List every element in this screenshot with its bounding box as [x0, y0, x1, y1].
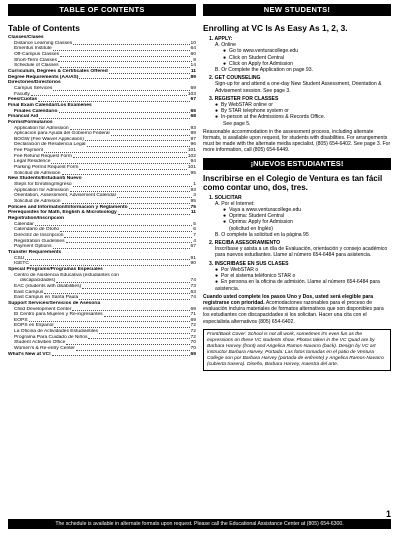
toc-entry-text: Distance Learning Classes	[14, 40, 73, 46]
toc-entry-text: Parking Permit Request Form	[14, 165, 79, 171]
dot-leader	[70, 191, 190, 192]
toc-entry-text: New Students/Estudianti Nuevo	[8, 176, 82, 182]
toc-entry-text: Steps for Enrolling/Ingreso	[14, 182, 72, 188]
sp-step-register-bullet: ● Por el sistema teléfonico STAR o	[215, 273, 296, 280]
dot-leader	[118, 214, 190, 215]
website-link[interactable]: Vaya a www.venturacollege.edu	[229, 207, 302, 214]
toc-entry-page: 97	[190, 136, 196, 142]
bullet-icon: ●	[223, 60, 227, 67]
toc-entry-page: 91	[190, 255, 196, 261]
toc-entry-text: CSU	[14, 255, 25, 261]
toc-entry-page: 71	[190, 312, 196, 318]
new-students-header-bar: NEW STUDENTS!	[203, 4, 391, 16]
toc-entry-text: Finales Calendario	[14, 108, 58, 114]
bullet-icon: ●	[215, 102, 219, 109]
dot-leader	[64, 237, 192, 238]
toc-entry-page: 9	[193, 57, 196, 63]
toc-entry-page: 1	[193, 182, 196, 188]
toc-column	[8, 20, 196, 357]
step-apply-bullet: ● Click on Apply for Admission	[223, 60, 293, 67]
toc-entry-page: 73	[190, 283, 196, 289]
bullet-icon: ●	[223, 213, 227, 220]
toc-entry-text: Payment Options	[14, 244, 52, 250]
toc-entry-text: Student Activities Office	[14, 340, 66, 346]
step-apply-online: A. Online	[215, 42, 236, 49]
spanish-priority-note: Cuando usted complete los pasos Uno y Dos, usted será elegible para registrarse con prioridad. Acomodaciones razonables para el proceso de evaluación incluira materiales de formatos alternativos que son disponibles para los estudiantes con discapacidades si los solicitan. Hacer una cita con el especialista alternativos (805) 654-6402.	[203, 293, 384, 325]
toc-entry-text: EOPS	[14, 317, 28, 323]
toc-entry-text: Calendar	[14, 221, 34, 227]
toc-entry-text: Emeritus Institute	[14, 46, 52, 52]
dot-leader	[73, 44, 189, 45]
dot-leader	[53, 90, 189, 91]
toc-entry-page: 7	[193, 232, 196, 238]
spanish-steps	[203, 195, 391, 292]
dot-leader	[66, 344, 189, 345]
bullet-icon: ●	[223, 54, 227, 61]
spanish-banner: ¡NUEVOS ESTUDIANTES!	[203, 158, 391, 170]
toc-entry-text: Faculty	[14, 91, 30, 97]
toc-entry-page: 69	[190, 306, 196, 312]
toc-entry-page: 67	[190, 97, 196, 103]
toc-entry-page: 94	[190, 159, 196, 165]
sp-step-apply-online: A. Por el Internet:	[215, 200, 255, 207]
toc-entry-text: Child Development Center	[14, 306, 72, 312]
dot-leader	[60, 231, 192, 232]
enroll-steps	[203, 36, 391, 127]
toc-entry-text: Declaracion de Residencia Legal	[14, 142, 86, 148]
toc-entry-page: 93	[190, 187, 196, 193]
toc-entry-page: 96	[190, 142, 196, 148]
bullet-icon: ●	[215, 273, 219, 280]
toc-entry-text: Fee Payment	[14, 148, 44, 154]
toc-entry-text: Women's & Re-entry Center	[14, 346, 75, 352]
toc-entry-text: Special Programs/Programas Especiales	[8, 266, 103, 272]
toc-entry-text: discapacidades)	[20, 278, 56, 284]
toc-entry-page: 11	[190, 210, 196, 216]
bullet-icon: ●	[223, 219, 227, 226]
toc-entry-text: Orientation, Assessment, Advisement Calendar	[14, 193, 117, 199]
toc-entry-page: 72	[190, 329, 196, 335]
dot-leader	[60, 67, 190, 68]
enroll-column	[203, 20, 391, 371]
toc-entry-page: 69	[190, 85, 196, 91]
dot-leader	[25, 259, 189, 260]
toc-entry-page: 70	[190, 346, 196, 352]
toc-entry-page: 74	[190, 295, 196, 301]
alternate-formats-footer: The schedule is available in alternate formats upon request. Please call the Educational Assistance Center at (805) 654-6300.	[8, 519, 391, 529]
dot-leader	[76, 350, 190, 351]
toc-entry-page: 101	[187, 165, 196, 171]
toc-entry-page: 74	[190, 278, 196, 284]
toc-entry-page: 95	[190, 199, 196, 205]
dot-leader	[35, 225, 192, 226]
dot-leader	[79, 299, 189, 300]
page-number: 1	[385, 509, 391, 519]
step-register-bullet: ● By STAR telephone system or	[215, 108, 289, 115]
toc-entry-text: Calendario de Otoño	[14, 227, 60, 233]
toc-entry-text: Registration Guidelines	[14, 238, 65, 244]
dot-leader	[70, 129, 190, 130]
dot-leader	[73, 186, 193, 187]
toc-entry-page: 14	[190, 63, 196, 69]
toc-entry-text: Aplicacion para Ayuda del Gobierno Federal	[14, 131, 110, 137]
toc-entry-text: El Centro para Mujeres y Re-ingresantes	[14, 312, 103, 318]
dot-leader	[87, 146, 190, 147]
toc-entry-page: 10	[190, 40, 196, 46]
toc-entry-page: 60	[190, 51, 196, 57]
step-apply-title: 1. APPLY:	[209, 36, 233, 42]
toc-entry-text: What's New at VC!	[8, 351, 51, 357]
sp-step-apply-bullet: ● Oprima: Apply for Admission	[223, 219, 293, 226]
step-register-bullet: ● By WebSTAR online or	[215, 102, 273, 109]
step-register-bullet: ● In-person at the Admissions & Records Office.	[215, 114, 326, 121]
dot-leader	[62, 174, 190, 175]
sp-step-apply-bullet: ● Oprima: Student Central	[223, 213, 284, 220]
toc-entry-page: 67	[190, 244, 196, 250]
toc-entry-page: 64	[190, 46, 196, 52]
toc-entry-page: 103	[187, 91, 196, 97]
toc-entry-page: 68	[190, 114, 196, 120]
toc-entry-text: Programa Para Cuidado de Niños	[14, 334, 88, 340]
toc-entry-text: Policies and Information/Informacion y Reglamento	[8, 204, 128, 210]
dot-leader	[66, 242, 193, 243]
dot-leader	[104, 316, 190, 317]
dot-leader	[79, 169, 186, 170]
dot-leader	[29, 321, 190, 322]
sp-step-apply-paper: B. O complete la solicitud en la página 95	[215, 231, 309, 238]
toc-entry-text: Campus Services	[14, 85, 53, 91]
enroll-title: Enrolling at VC Is As Easy As 1, 2, 3.	[203, 23, 348, 33]
toc-entry-page: 69	[190, 351, 196, 357]
toc-entry-text: Legal Residence	[14, 159, 51, 165]
bullet-icon: ●	[215, 279, 219, 286]
toc-entry-text: Fee Refund Request Form	[14, 153, 72, 159]
dot-leader	[52, 355, 190, 356]
dot-leader	[88, 338, 189, 339]
sp-step-counseling-text: Inscríbase y asista a un día de Evaluación, orientación y consejo académico para nuevos estudiantes. Llame al número 654-6484 para asistencia.	[215, 246, 388, 259]
step-register-see: See page 5.	[223, 120, 251, 127]
toc-entry-page: 101	[187, 148, 196, 154]
toc-entry-page: 11	[190, 68, 196, 74]
dot-leader	[53, 248, 190, 249]
dot-leader	[60, 56, 190, 57]
toc-entry-text: Directriz de Inscripcion	[14, 232, 64, 238]
step-apply-bullet: ● Click on Student Central	[223, 54, 284, 61]
sp-step-register-bullet: ● En persona en la oficina de admisión. Llame al número 654-6484 para asistencia.	[215, 279, 380, 292]
toc-entry-page: 5	[193, 221, 196, 227]
sp-step-apply-note: (solicitud en Inglés)	[229, 225, 273, 232]
toc-entry-text: La Oficina de Actividades Estudiantiles	[14, 329, 99, 335]
toc-entry-text: East Campus	[14, 289, 44, 295]
dot-leader	[82, 288, 189, 289]
toc-entry-text: Financial Aid	[8, 114, 39, 120]
toc-entry-text: Fees/Cuotas	[8, 97, 38, 103]
toc-entry-page: 65	[190, 108, 196, 114]
dot-leader	[44, 293, 189, 294]
toc-entry-text: EOPS en Espanol	[14, 323, 54, 329]
dot-leader	[111, 135, 190, 136]
bullet-icon: ●	[215, 108, 219, 115]
dot-leader	[38, 101, 189, 102]
toc-title: Table of Contents	[8, 23, 80, 33]
toc-entry-page: 89	[190, 74, 196, 80]
toc-entry-page: 90	[190, 261, 196, 267]
step-counseling-text: Sign-up for and attend a one-day New Student Assessment, Orientation & Advisement session. See page 3.	[215, 81, 382, 94]
toc-entry-text: IGETC	[14, 261, 29, 267]
dot-leader	[79, 78, 189, 79]
toc-entry-page: 6	[193, 227, 196, 233]
toc-entry-page: 63	[190, 289, 196, 295]
toc-entry-text: Directories/Directorios	[8, 80, 61, 86]
toc-entry-page: 3	[193, 193, 196, 199]
step-counseling-title: 2. GET COUNSELING	[209, 75, 261, 82]
toc-entry-text: Application for Admission	[14, 125, 69, 131]
sp-step-register-title: 3. INSCRIBASE EN SUS CLASES	[209, 260, 289, 267]
bullet-icon: ●	[215, 114, 219, 121]
toc-entry-page: 93	[190, 125, 196, 131]
toc-entry-text: Final Exam Calendar/Los Examenes	[8, 102, 92, 108]
dot-leader	[39, 118, 189, 119]
toc-entry-text: Registration/Inscripcion	[8, 216, 64, 221]
bullet-icon: ●	[223, 48, 227, 55]
toc-entry-page: 72	[190, 334, 196, 340]
sp-step-counseling-title: 2. RECIBA ASESORAMIENTO	[209, 240, 281, 247]
toc-entry-text: Forms/Formularios	[8, 119, 53, 125]
website-link[interactable]: Go to www.venturacollege.edu	[229, 48, 299, 55]
toc-entry-text: Solicitud de Admision	[14, 199, 61, 205]
step-register-title: 3. REGISTER FOR CLASSES	[209, 95, 279, 102]
toc-entry-text: Curriculum, Degrees & Certificates Offered	[8, 68, 108, 74]
toc-entry[interactable]	[8, 352, 196, 358]
toc-entry-page: 72	[190, 323, 196, 329]
sp-step-apply-title: 1. SOLICITAR	[209, 194, 242, 201]
toc-entry-page: 95	[190, 170, 196, 176]
toc-entry-text: EAC (students with disabilities)	[14, 283, 82, 289]
spanish-title: Inscribirse en el Colegio de Ventura es tan fácil como contar uno, dos, tres.	[203, 173, 383, 193]
dot-leader	[85, 140, 190, 141]
dot-leader	[54, 327, 189, 328]
toc-entry-page: 70	[190, 340, 196, 346]
dot-leader	[72, 310, 189, 311]
toc-entry-page: 75	[190, 204, 196, 210]
toc-entry-page: 4	[193, 238, 196, 244]
dot-leader	[58, 61, 192, 62]
dot-leader	[99, 333, 190, 334]
toc-entry-text: Off-Campus Classes	[14, 51, 60, 57]
toc-entry-text: Support Services/Servicios de Asesoria	[8, 300, 101, 306]
toc-entry-page: 89	[190, 131, 196, 137]
dot-leader	[59, 112, 190, 113]
dot-leader	[117, 197, 192, 198]
toc-entry-text: East Campus en Santa Paula	[14, 295, 79, 301]
bullet-icon: ●	[223, 207, 227, 214]
toc-header-bar: TABLE OF CONTENTS	[8, 4, 196, 16]
dot-leader	[109, 73, 190, 74]
toc-entry-text: Centro de Asistencia Educativa (estudiantes con	[14, 272, 119, 278]
sp-step-register-bullet: ● Por WebSTAR o	[215, 266, 259, 273]
dot-leader	[51, 163, 189, 164]
dot-leader	[44, 152, 187, 153]
toc-entry-text: Solicitud de Admision	[14, 170, 61, 176]
dot-leader	[129, 208, 190, 209]
toc-entry-text: Schedule of Classes	[14, 63, 59, 69]
dot-leader	[30, 265, 190, 266]
toc-entry-text: Application for Admission	[14, 187, 69, 193]
dot-leader	[73, 157, 187, 158]
bullet-icon: ●	[215, 266, 219, 273]
dot-leader	[31, 95, 187, 96]
toc-entry-text: Transfer Requirements	[8, 249, 62, 255]
toc-entry-text: Degree Requirements (AA/AS)	[8, 74, 79, 80]
toc-entry-text: BOGW (Fee Waiver Application)	[14, 136, 84, 142]
toc-list	[8, 35, 196, 357]
dot-leader	[62, 203, 190, 204]
toc-entry-text: Prerequisites for Math, English & Microbiology	[8, 210, 117, 216]
dot-leader	[56, 282, 189, 283]
dot-leader	[53, 50, 190, 51]
toc-entry-page: 102	[187, 153, 196, 159]
cover-credits-box: Front/Back Cover: School is not all work, sometimes it's even fun as the expressions on these VC students show. Photos taken in the VC Quad are by Barbara Harvey (front) and Angelica Ramos-Navarro (back). Design by VC art instructor Barbara Harvey. Portada: Las fotos tomadas en el patio de Ventura College son por Barbara Harvey (portada de enfrente) y Angelica Ramos-Navarro (cubierta trasera). Diseño, Barbara Harvey, maestra del arte.	[203, 329, 391, 371]
accommodation-note: Reasonable accommodation in the assessment process, including alternate formats, is available upon request, for students with disabilities. For arrangements must be made with the alternate media specialist, (805) 654-6402. See page 3. For more information, call (805) 654-6449.	[203, 128, 391, 154]
toc-entry-text: Classes/Clases	[8, 35, 44, 40]
toc-entry-page: 69	[190, 317, 196, 323]
toc-entry-text: Short-Term Classes	[14, 57, 57, 63]
step-apply-paper: B. Or Complete the Application on page 93.	[215, 67, 313, 74]
